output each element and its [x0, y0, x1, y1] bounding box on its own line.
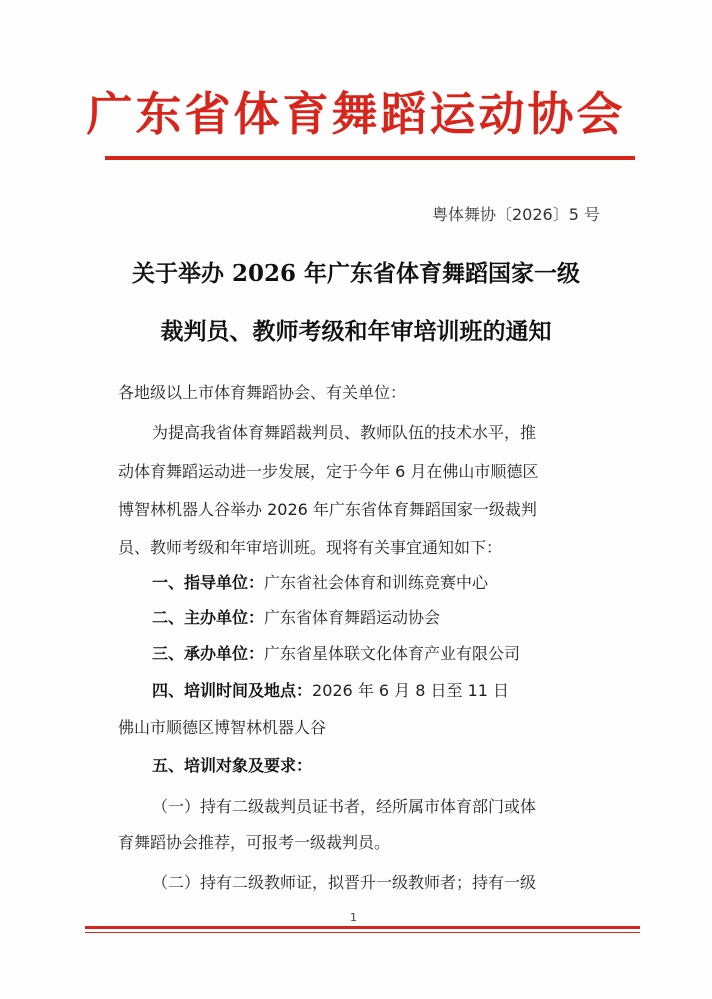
section-guidance-unit	[152, 570, 488, 593]
intro-paragraph-line-4: 员、教师考级和年审培训班。现将有关事宜通知如下：	[118, 538, 503, 557]
section-value: 广东省体育舞蹈运动协会	[264, 608, 441, 627]
organization-header: 广东省体育舞蹈运动协会	[86, 87, 626, 141]
page-number: 1	[350, 911, 357, 924]
section-target-requirements	[152, 753, 312, 776]
intro-paragraph-line-1: 为提高我省体育舞蹈裁判员、教师队伍的技术水平，推	[152, 423, 537, 442]
section-location-line: 佛山市顺德区博智林机器人谷	[118, 718, 327, 737]
section-label: 一、指导单位：	[152, 573, 265, 592]
section-label: 三、承办单位：	[152, 644, 265, 663]
document-title-line-1: 关于举办 2026 年广东省体育舞蹈国家一级	[131, 260, 581, 287]
section-undertaker	[152, 641, 520, 664]
footer-red-rule-thin	[85, 932, 640, 933]
footer-red-rule	[85, 926, 640, 929]
document-number: 粤体舞协〔2026〕5 号	[432, 205, 600, 224]
requirement-1-line-2: 育舞蹈协会推荐，可报考一级裁判员。	[118, 833, 391, 852]
requirement-1-line-1: （一）持有二级裁判员证书者，经所属市体育部门或体	[152, 797, 537, 816]
section-time-location	[152, 678, 509, 701]
section-value: 广东省社会体育和训练竞赛中心	[264, 573, 489, 592]
section-label: 五、培训对象及要求：	[152, 756, 313, 775]
requirement-2-line-1: （二）持有二级教师证，拟晋升一级教师者；持有一级	[152, 873, 537, 892]
section-label: 四、培训时间及地点：	[152, 681, 313, 700]
header-red-rule	[105, 156, 635, 160]
section-value: 2026 年 6 月 8 日至 11 日	[312, 681, 510, 700]
intro-paragraph-line-3: 博智林机器人谷举办 2026 年广东省体育舞蹈国家一级裁判	[118, 500, 537, 519]
salutation: 各地级以上市体育舞蹈协会、有关单位：	[118, 383, 407, 402]
document-title-line-2: 裁判员、教师考级和年审培训班的通知	[160, 318, 552, 345]
section-label: 二、主办单位：	[152, 608, 265, 627]
section-organizer	[152, 605, 440, 628]
section-value: 广东省星体联文化体育产业有限公司	[264, 644, 521, 663]
intro-paragraph-line-2: 动体育舞蹈运动进一步发展，定于今年 6 月在佛山市顺德区	[118, 462, 539, 481]
